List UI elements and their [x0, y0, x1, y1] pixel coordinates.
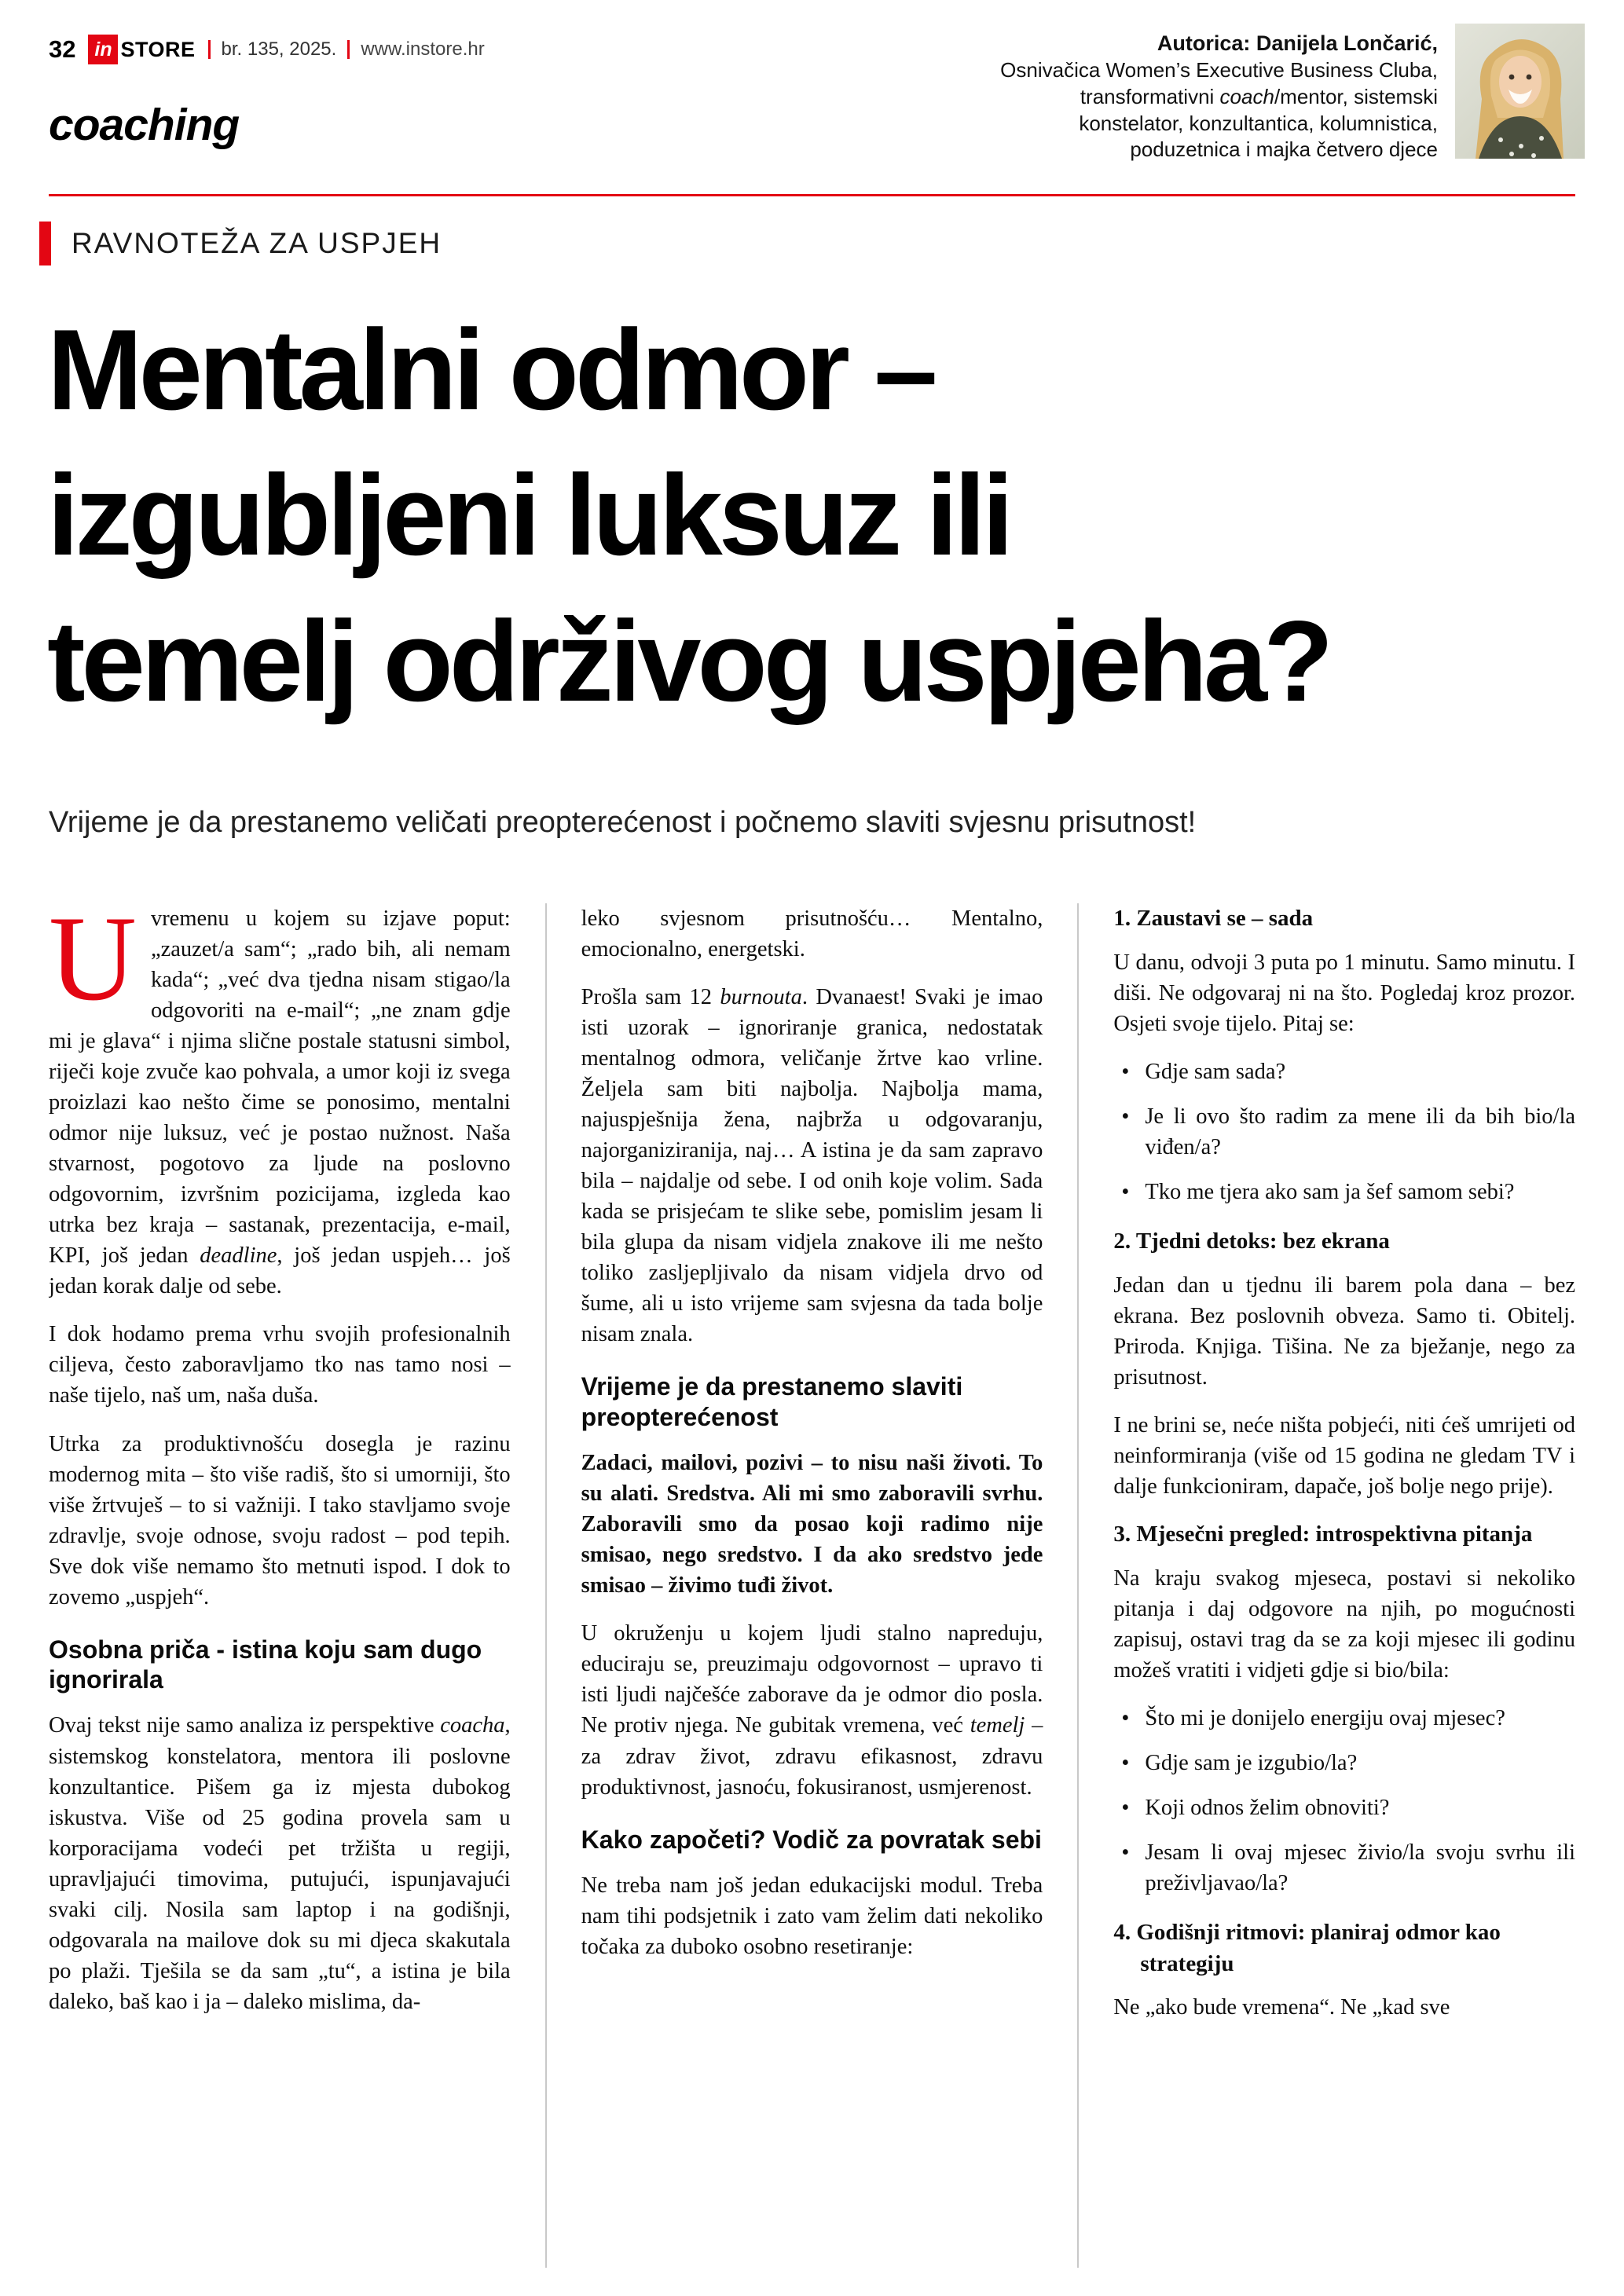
text-segment: Utrka za produktivnošću dosegla je razinu modernog mita – što više radiš, što si umorniji, što više žrtvuješ – to si važniji. I tako stavljamo svoje zdravlje, svoje odnose, svoju radost – pod tepih. Sve dok više nemamo što metnuti ispod. I dok to zovemo „uspjeh“.	[49, 1431, 511, 1609]
paragraph	[1113, 1410, 1575, 1502]
instore-logo-icon: in	[88, 35, 118, 64]
text-segment: Zadaci, mailovi, pozivi – to nisu naši životi. To su alati. Sredstva. Ali mi smo zaboravili svrhu. Zaboravili smo da posao koji radimo nije smisao, nego sredstvo. I da ako sredstvo jede smisao – živimo tuđi život.	[581, 1451, 1043, 1598]
paragraph	[1113, 947, 1575, 1039]
text-segment: Kako započeti? Vodič za povratak sebi	[581, 1825, 1042, 1854]
bullet-item: • Koji odnos želim obnoviti?	[1113, 1792, 1575, 1823]
bullet-item: • Je li ovo što radim za mene ili da bih bio/la viđen/a?	[1113, 1101, 1575, 1163]
bullet-item: • Gdje sam sada?	[1113, 1056, 1575, 1087]
text-segment: 3. Mjesečni pregled: introspektivna pitanja	[1113, 1521, 1533, 1547]
text-segment: Jedan dan u tjednu ili barem pola dana – bez ekrana. Bez poslovnih obveza. Samo ti. Obitelj. Priroda. Knjiga. Tišina. Ne za bježanje, nego za prisutnost.	[1113, 1273, 1575, 1390]
text-segment: Ne treba nam još jedan edukacijski modul. Treba nam tihi podsjetnik i zato vam želim dati nekoliko točaka za duboko osobno resetiranje:	[581, 1873, 1043, 1960]
body-column-3	[1077, 903, 1575, 2268]
kicker-row	[39, 222, 442, 265]
issue-number: br. 135, 2025.	[221, 38, 337, 60]
divider-bar	[347, 40, 350, 59]
text-segment: leko svjesnom prisutnošću… Mentalno, emocionalno, energetski.	[581, 906, 1043, 962]
paragraph	[581, 1870, 1043, 1962]
numbered-heading	[1113, 1917, 1575, 1979]
bullet-item: • Jesam li ovaj mjesec živio/la svoju svrhu ili preživljavao/la?	[1113, 1837, 1575, 1899]
drop-cap: U	[49, 903, 137, 1026]
article-lede: Vrijeme je da prestanemo veličati preopterećenost i počnemo slaviti svjesnu prisutnost!	[49, 806, 1197, 839]
issue-info	[208, 38, 485, 60]
text-segment: Ovaj tekst nije samo analiza iz perspektive	[49, 1713, 441, 1738]
bullet-item: • Gdje sam je izgubio/la?	[1113, 1748, 1575, 1778]
subheading	[49, 1635, 511, 1695]
text-segment: , sistemskog konstelatora, mentora ili poslovne konzultantice. Pišem ga iz mjesta dubokog iskustva. Više od 25 godina provela sam u korporacijama vodeći pet tržišta u regiji, upravljajući timovima, putujući, ispunjavajući svaki cilj. Nosila sam laptop i na godišnji, odgovarala na mailove dok su mi djeca skakutala po plaži. Tješila se da sam „tu“, a istina je bila daleko, baš kao i ja – daleko mislima, da-	[49, 1713, 511, 2014]
red-kicker-bar	[39, 222, 51, 265]
text-segment: 4. Godišnji ritmovi: planiraj odmor kao strategiju	[1113, 1919, 1501, 1976]
author-photo	[1455, 24, 1585, 159]
text-segment: vremenu u kojem su izjave poput: „zauzet/a sam“; „rado bih, ali nemam kada“; „već dva tjedna nisam stigao/la odgovoriti na e-mail“; „ne znam gdje mi je glava“ i njima slične postale statusni simbol, riječi koje zvuče kao pohvala, a umor koji iz svega proizlazi kao nešto čime se ponosimo, mentalni odmor nije luksuz, već je postao nužnost. Naša stvarnost, pogotovo za ljude na poslovno odgovornim, izvršnim pozicijama, izgleda kao utrka bez kraja – sastanak, prezentacija, e-mail, KPI, još jedan	[49, 906, 511, 1269]
text-segment: I ne brini se, neće ništa pobjeći, niti ćeš umrijeti od neinformiranja (više od 15 godina ne gledam TV i dalje funkcioniram, dapače, još bolje nego prije).	[1113, 1412, 1575, 1499]
paragraph	[1113, 1270, 1575, 1393]
paragraph	[49, 1429, 511, 1613]
headline-line: Mentalni odmor –	[47, 306, 934, 434]
page-number: 32	[49, 35, 76, 63]
subheading	[581, 1371, 1043, 1432]
article-headline	[47, 297, 1329, 734]
red-divider-rule	[49, 194, 1575, 196]
author-name: Autorica: Danijela Lončarić,	[1157, 31, 1438, 55]
text-segment: burnouta	[720, 985, 802, 1010]
text-segment: – za zdrav život, zdravu efikasnost, zdravu produktivnost, jasnoću, fokusiranost, usmjerenost.	[581, 1713, 1043, 1800]
section-title: coaching	[49, 100, 240, 150]
paragraph	[1113, 1992, 1575, 2023]
subheading	[581, 1825, 1043, 1855]
kicker-text: RAVNOTEŽA ZA USPJEH	[71, 227, 442, 259]
text-segment: , još jedan uspjeh… još jedan korak dalje od sebe.	[49, 1243, 511, 1299]
author-bio-line: Osnivačica Women’s Executive Business Cluba,	[1000, 58, 1438, 82]
text-segment: Ne „ako bude vremena“. Ne „kad sve	[1113, 1995, 1450, 2020]
text-segment: Na kraju svakog mjeseca, postavi si nekoliko pitanja i daj odgovore na njih, po mogućnosti zapisuj, ostavi trag da se za koji mjesec ili godinu možeš vratiti i vidjeti gdje si bio/bila:	[1113, 1565, 1575, 1683]
paragraph	[581, 903, 1043, 965]
text-segment: coacha	[440, 1713, 505, 1738]
paragraph	[581, 982, 1043, 1349]
body-column-1	[49, 903, 511, 2268]
divider-bar	[208, 40, 211, 59]
numbered-heading	[1113, 1519, 1575, 1551]
author-bio-line	[1000, 84, 1438, 111]
headline-line: temelj održivog uspjeha?	[47, 596, 1330, 725]
bold-paragraph	[581, 1448, 1043, 1601]
author-photo-illustration	[1455, 24, 1585, 159]
text-segment: /mentor, sistemski	[1274, 84, 1438, 108]
masthead	[49, 24, 485, 64]
text-segment: . Dvanaest! Svaki je imao isti uzorak – ignoriranje granica, nedostatak mentalnog odmora, veličanje žrtve kao vrline. Željela sam biti najbolja. Najbolja mama, najuspješnija žena, najbrža u odgovaranju, najorganiziranija, naj… A istina je da sam zapravo bila – najdalje od sebe. I od onih koje volim. Sada kada se prisjećam te slike sebe, pomislim jesam li bila glupa da nisam vidjela znakove ili me nešto toliko zasljepljivalo da nisam vidjela drvo od šume, ali u isto vrijeme sam svjesna da tada bolje nisam znala.	[581, 985, 1043, 1347]
text-segment: 1. Zaustavi se – sada	[1113, 906, 1314, 931]
text-segment: Prošla sam 12	[581, 985, 720, 1010]
paragraph	[49, 1710, 511, 2016]
article-body	[49, 903, 1575, 2268]
paragraph	[1113, 1563, 1575, 1686]
text-segment: Vrijeme je da prestanemo slaviti preopterećenost	[581, 1372, 963, 1431]
text-segment: U okruženju u kojem ljudi stalno napreduju, educiraju se, preuzimaju odgovornost – upravo ti isti ljudi najčešće zaborave da je odmor dio posla. Ne protiv njega. Ne gubitak vremena, već	[581, 1621, 1043, 1738]
bullet-item: • Što mi je donijelo energiju ovaj mjesec?	[1113, 1703, 1575, 1734]
numbered-heading	[1113, 1226, 1575, 1258]
text-segment: I dok hodamo prema vrhu svojih profesionalnih ciljeva, često zaboravljamo tko nas tamo nosi – naše tijelo, naš um, naša duša.	[49, 1322, 511, 1408]
instore-logo-text: STORE	[120, 37, 196, 61]
bullet-list	[1113, 1056, 1575, 1207]
bullet-list	[1113, 1703, 1575, 1899]
text-segment: temelj	[970, 1713, 1025, 1738]
text-segment: U danu, odvoji 3 puta po 1 minutu. Samo minutu. I diši. Ne odgovaraj ni na što. Pogledaj kroz prozor. Osjeti svoje tijelo. Pitaj se:	[1113, 950, 1575, 1036]
numbered-heading	[1113, 903, 1575, 935]
text-segment: Osobna priča - istina koju sam dugo ignorirala	[49, 1635, 482, 1694]
text-segment: 2. Tjedni detoks: bez ekrana	[1113, 1228, 1390, 1254]
opening-paragraph	[49, 903, 511, 1302]
text-segment: coach	[1219, 84, 1274, 108]
body-column-2	[545, 903, 1043, 2268]
page-header	[49, 24, 1585, 163]
author-bio-line: konstelator, konzultantica, kolumnistica,	[1079, 111, 1438, 135]
author-bio-line: poduzetnica i majka četvero djece	[1130, 137, 1438, 162]
bullet-item: • Tko me tjera ako sam ja šef samom sebi?	[1113, 1177, 1575, 1207]
text-segment: transformativni	[1080, 84, 1220, 108]
website-url: www.instore.hr	[361, 38, 485, 60]
text-segment: deadline	[200, 1243, 277, 1269]
instore-logo	[88, 35, 195, 64]
author-block	[1000, 24, 1438, 163]
headline-line: izgubljeni luksuz ili	[47, 451, 1010, 580]
author-header	[1000, 24, 1585, 163]
paragraph	[49, 1319, 511, 1411]
paragraph	[581, 1618, 1043, 1802]
